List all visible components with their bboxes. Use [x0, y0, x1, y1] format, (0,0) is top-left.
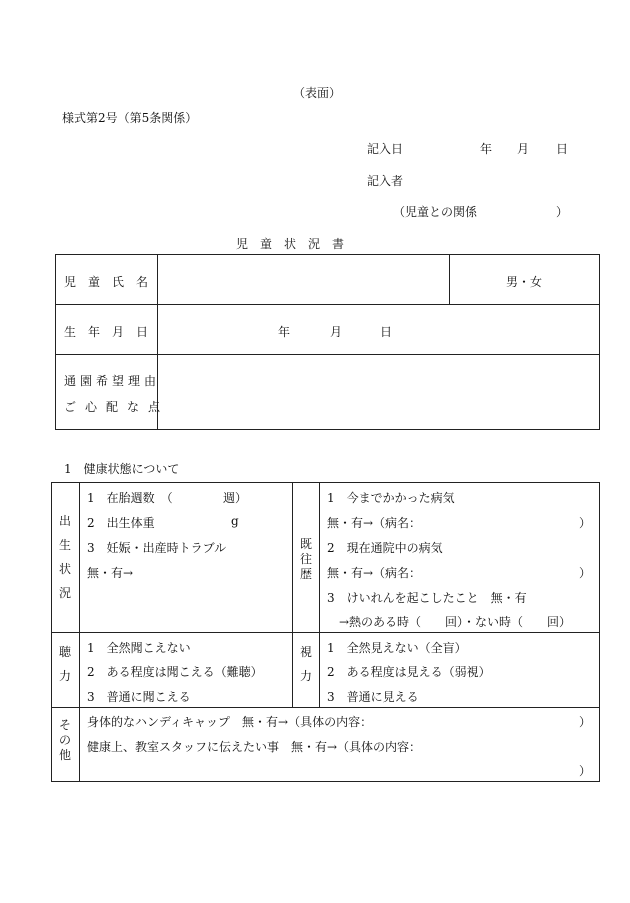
entry-relation-label: （児童との関係: [393, 205, 478, 219]
page-side-label: （表面）: [293, 86, 342, 100]
current-illness-choice[interactable]: 無・有→（病名：: [327, 566, 422, 580]
header-char: 往: [299, 552, 312, 566]
birth-trouble-label: 3 妊娠・出産時トラブル: [87, 541, 227, 555]
header-char: 状: [58, 562, 71, 576]
table-divider: [292, 482, 293, 707]
table-divider: [55, 304, 600, 305]
table-divider: [55, 354, 600, 355]
child-name-field[interactable]: [160, 258, 445, 302]
birth-month: 月: [330, 325, 343, 339]
header-char: 視: [299, 645, 312, 659]
vision-header: [298, 646, 314, 694]
sex-choice[interactable]: 男・女: [506, 275, 543, 289]
concern-label: ご心配な点: [64, 400, 170, 414]
hearing-option-2[interactable]: 2 ある程度は聞こえる（難聴）: [87, 665, 263, 679]
entry-relation-close: ）: [556, 205, 569, 219]
staff-notes-line[interactable]: 健康上、教室スタッフに伝えたい事 無・有→（具体の内容：: [87, 740, 422, 754]
section-health-title: 1 健康状態について: [64, 462, 180, 476]
document-title: 児 童 状 況 書: [236, 237, 345, 251]
birth-year: 年: [278, 325, 291, 339]
form-number: 様式第2号（第5条関係）: [62, 111, 198, 125]
table-divider: [449, 254, 450, 305]
entry-date-year: 年: [480, 142, 493, 156]
physical-handicap-close: ）: [579, 715, 592, 729]
birth-weight-unit: g: [231, 514, 239, 528]
gestation-weeks-label: 1 在胎週数 （: [87, 491, 173, 505]
seizure-label[interactable]: 3 けいれんを起こしたこと 無・有: [327, 591, 527, 605]
entry-date-label: 記入日: [367, 142, 404, 156]
header-char: 況: [58, 586, 71, 600]
entry-date-day: 日: [556, 142, 569, 156]
entry-date-month: 月: [517, 142, 530, 156]
reason-label: 通園希望理由: [64, 374, 161, 388]
current-illness-close: ）: [579, 566, 592, 580]
birth-trouble-choice[interactable]: 無・有→: [87, 566, 134, 580]
birthdate-label: 生 年 月 日: [64, 325, 149, 339]
physical-handicap-line[interactable]: 身体的なハンディキャップ 無・有→（具体の内容：: [87, 715, 373, 729]
seizure-detail[interactable]: →熱のある時（ 回）・ない時（ 回）: [339, 615, 572, 629]
past-illness-close: ）: [579, 516, 592, 530]
vision-option-3[interactable]: 3 普通に見える: [327, 690, 419, 704]
reason-field[interactable]: [160, 358, 596, 426]
header-char: 既: [299, 537, 312, 551]
header-char: 出: [58, 514, 71, 528]
other-header: [57, 719, 73, 764]
birth-status-header: [57, 515, 73, 611]
header-char: 力: [299, 669, 312, 683]
staff-notes-close: ）: [579, 764, 592, 778]
birth-weight-label: 2 出生体重: [87, 516, 155, 530]
hearing-header: [57, 646, 73, 694]
vision-option-2[interactable]: 2 ある程度は見える（弱視）: [327, 665, 491, 679]
header-char: そ: [58, 718, 71, 732]
medical-history-header: [298, 538, 314, 583]
header-char: 歴: [299, 567, 312, 581]
current-illness-label: 2 現在通院中の病気: [327, 541, 443, 555]
hearing-option-3[interactable]: 3 普通に聞こえる: [87, 690, 191, 704]
child-name-label: 児 童 氏 名: [64, 275, 149, 289]
header-char: 力: [58, 669, 71, 683]
table-divider: [51, 632, 600, 633]
vision-option-1[interactable]: 1 全然見えない（全盲）: [327, 641, 467, 655]
entry-writer-label: 記入者: [367, 174, 404, 188]
header-char: 他: [58, 748, 71, 762]
hearing-option-1[interactable]: 1 全然聞こえない: [87, 641, 191, 655]
header-char: 聴: [58, 645, 71, 659]
gestation-weeks-unit: 週）: [223, 491, 248, 505]
header-char: の: [58, 733, 71, 747]
header-char: 生: [58, 538, 71, 552]
table-divider: [51, 707, 600, 708]
past-illness-choice[interactable]: 無・有→（病名：: [327, 516, 422, 530]
birth-day: 日: [380, 325, 393, 339]
past-illness-label: 1 今までかかった病気: [327, 491, 455, 505]
table-divider: [319, 482, 320, 707]
